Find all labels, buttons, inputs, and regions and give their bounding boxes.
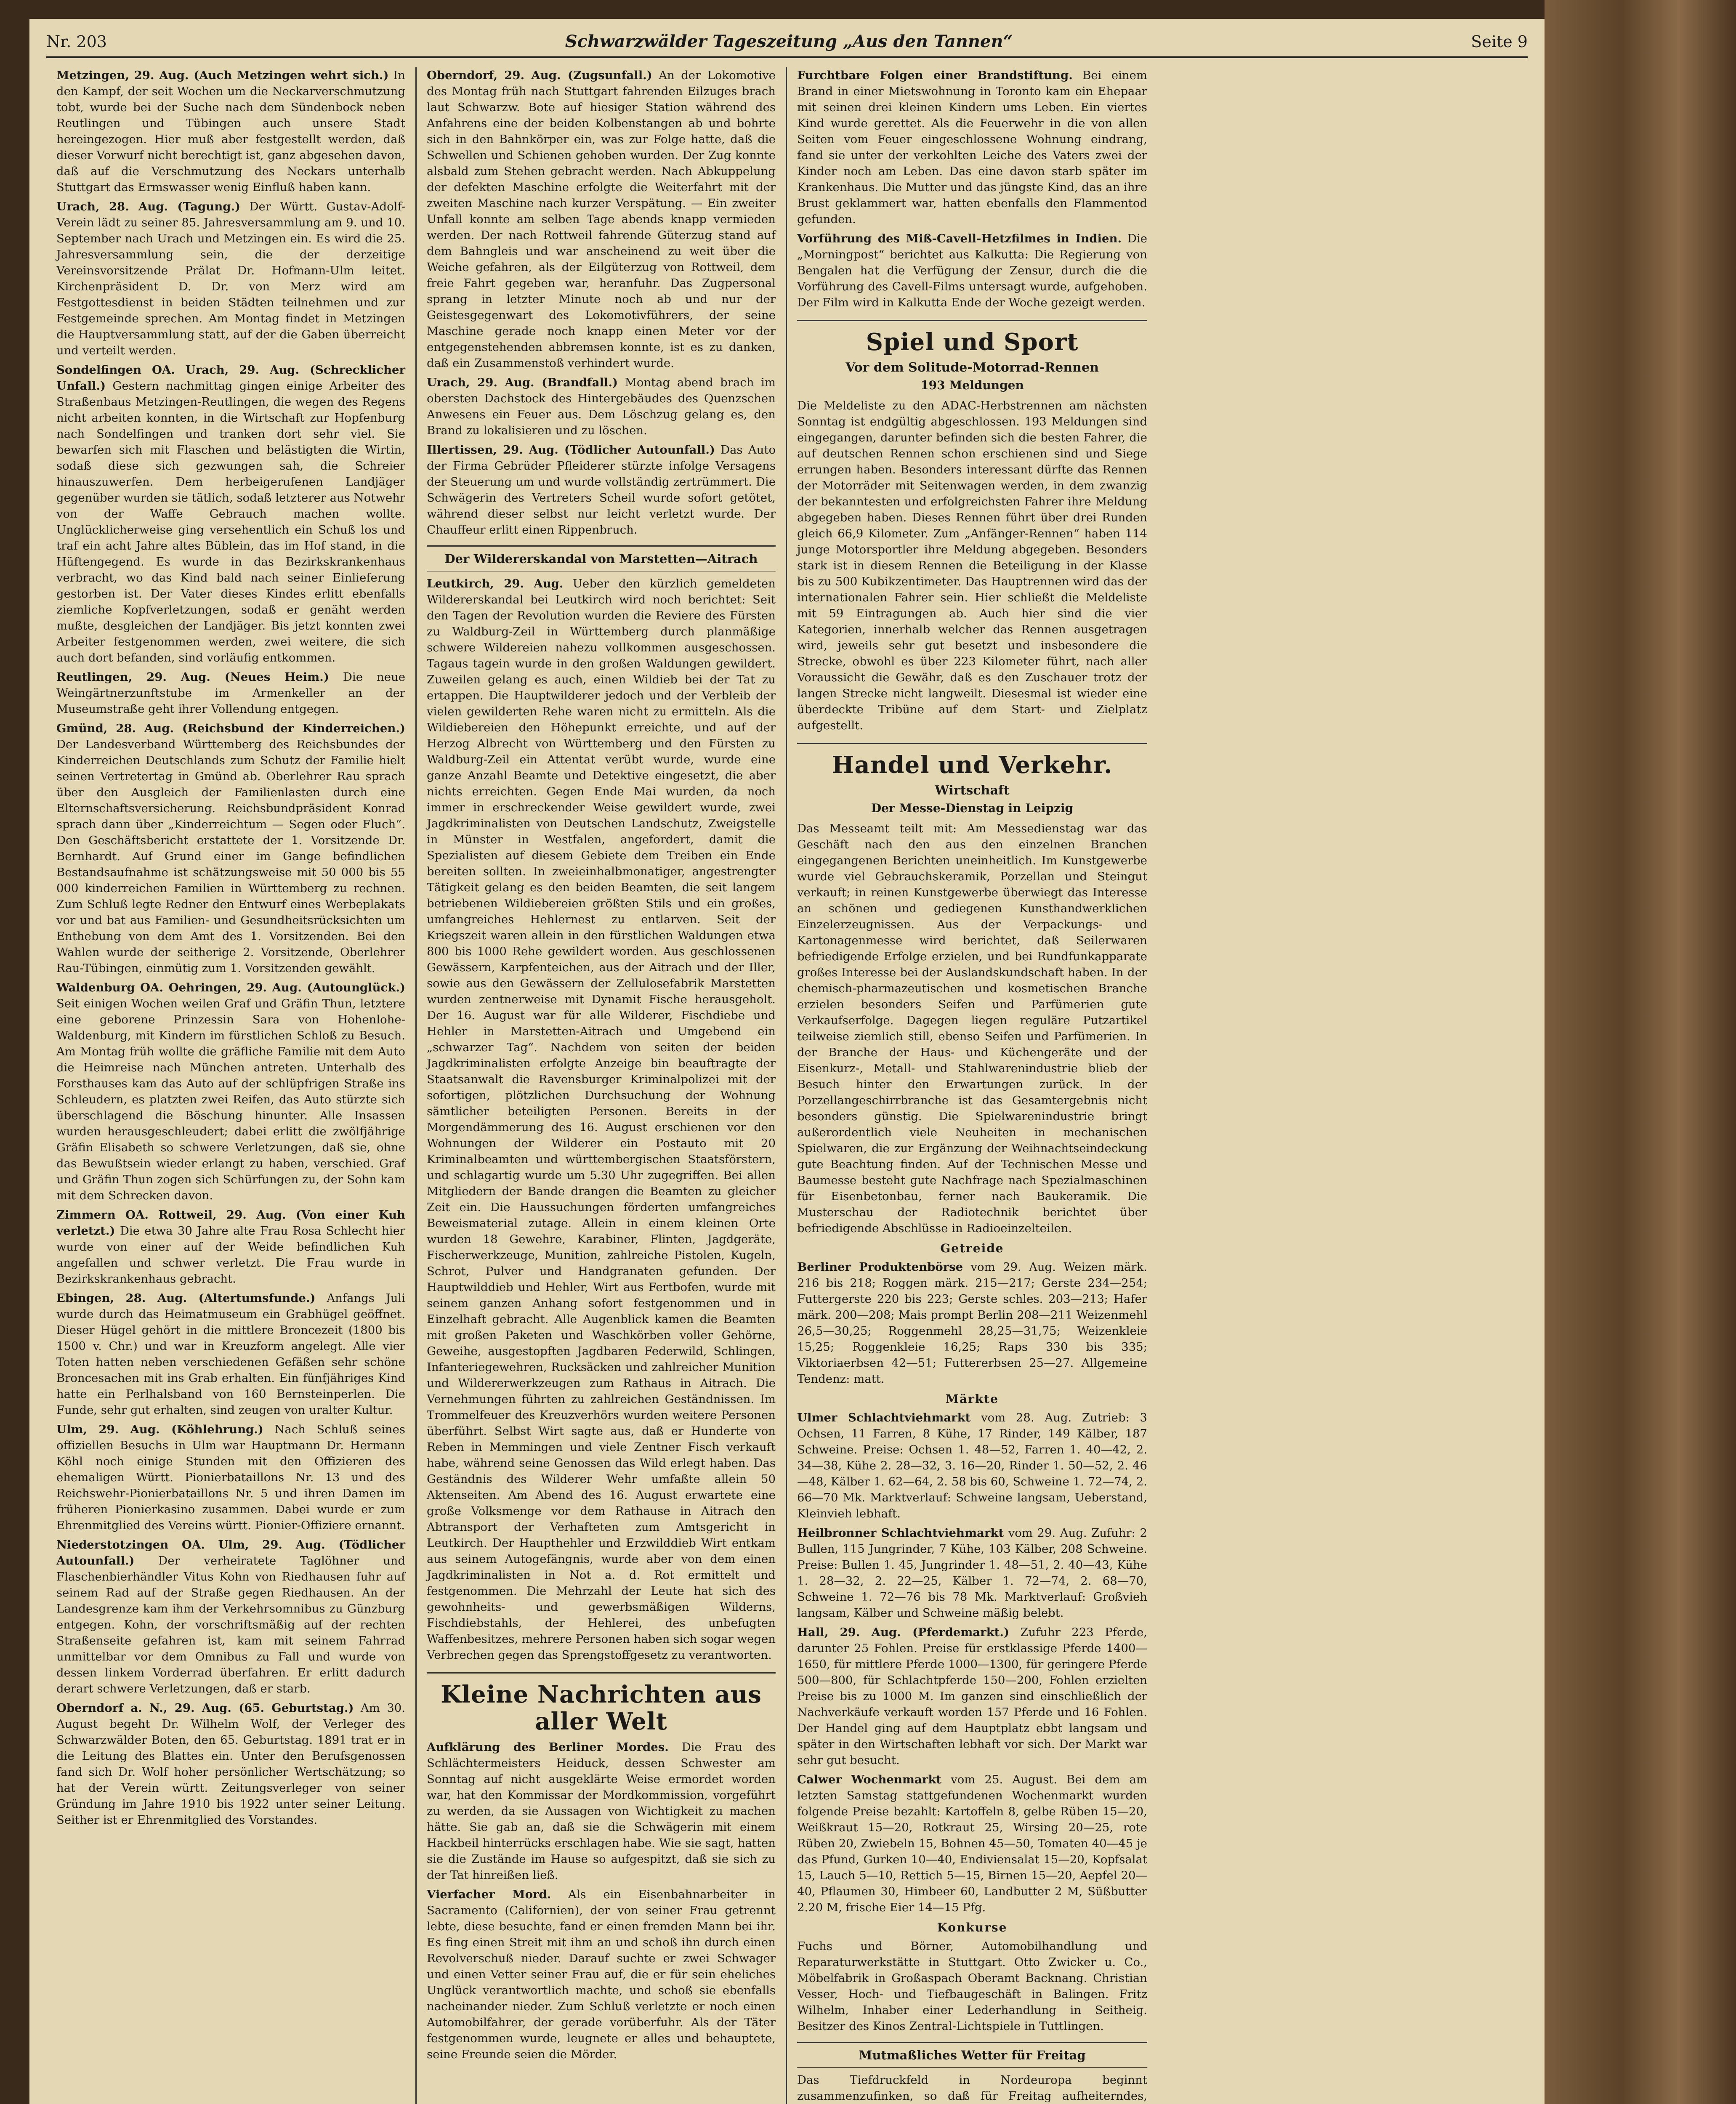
- subheading: Vor dem Solitude-Motorrad-Rennen: [845, 360, 1099, 375]
- article-lead: Leutkirch, 29. Aug.: [427, 577, 564, 590]
- column-2: [417, 67, 787, 2104]
- article-paragraph: [56, 1421, 405, 1533]
- article-paragraph: [56, 1537, 405, 1697]
- issue-number: Nr. 203: [46, 32, 107, 51]
- article-text: Als ein Eisenbahnarbeiter in Sacramento (Californien), der von seiner Frau getrennt lebte, diese besuchte, fand er einen fremden Mann bei ihr. Es fing einen Streit mit ihm an und schoß ihn durch einen Revolverschuß nieder. Darauf suchte er zwei Schwager und einen Vetter seiner Frau auf, die er für sein eheliches Unglück verantwortlich machte, und schoß sie ebenfalls nacheinander nieder. Zum Schluß verletzte er noch einen Automobilfahrer, der gerade vorüberfuhr. Als der Täter festgenommen wurde, leugnete er alles und behauptete, seine Freunde seien die Mörder.: [427, 1888, 776, 2061]
- article-text: Montag abend brach im obersten Dachstock des Hintergebäudes des Quenzschen Anwesens ein Feuer aus. Dem Löschzug gelang es, den Brand zu lokalisieren und zu löschen.: [427, 376, 776, 437]
- article-lead: Ulmer Schlachtviehmarkt: [797, 1411, 971, 1424]
- article-text: Das Messeamt teilt mit: Am Messedienstag war das Geschäft nach den aus den einzelnen Branchen eingegangenen Berichten uneinheitlich. Im Kunstgewerbe wurde viel Gebrauchskeramik, Porzellan und Steingut verkauft; in reinen Kunstgewerbe überwiegt das Interesse an schönen und gediegenen Kunsthandwerklichen Einzelerzeugnissen. Aus der Verpackungs- und Kartonagenmesse wird berichtet, daß Seilerwaren befriedigende Erfolge erzielen, und bei Rundfunkapparate großes Interesse bei der Auslandskundschaft haben. In der chemisch-pharmazeutischen und kosmetischen Branche erzielen besonders Seifen und Parfümerien gute Verkaufserfolge. Dagegen liegen reguläre Putzartikel teilweise ziemlich still, ebenso Seifen und Parfümerien. In der Branche der Haus- und Küchengeräte und der Eisenkurz-, Metall- und Stahlwarenindustrie blieb der Besuch hinter den Erwartungen zurück. In der Porzellangeschirrbranche ist das Gesamtergebnis nicht besonders günstig. Die Spielwarenindustrie bringt außerordentlich viele Neuheiten in mechanischen Spielwaren, die zur Ergänzung der Weihnachtseindeckung gute Beachtung finden. Auf der Technischen Messe und Baumesse besteht gute Nachfrage nach Spezialmaschinen für Eisenbetonbau, ferner nach Baukeramik. Die Musterschau der Radiotechnik berichtet über befriedigende Abschlüsse in Radioeinzelteilen.: [797, 822, 1147, 1235]
- page-header: [46, 32, 1528, 58]
- article-lead: Waldenburg OA. Oehringen, 29. Aug. (Autounglück.): [56, 981, 405, 994]
- box-heading: Mutmaßliches Wetter für Freitag: [797, 2042, 1147, 2068]
- newspaper-page: [29, 19, 1545, 2104]
- article-lead: Gmünd, 28. Aug. (Reichsbund der Kinderreichen.): [56, 722, 405, 735]
- article-lead: Aufklärung des Berliner Mordes.: [427, 1740, 669, 1754]
- article-paragraph: [797, 1624, 1147, 1768]
- article-text: Fuchs und Börner, Automobilhandlung und Reparaturwerkstätte in Stuttgart. Otto Zwicker u. Co., Möbelfabrik in Großaspach Oberamt Backnang. Christian Vesser, Hoch- und Tiefbaugeschäft in Balingen. Fritz Wilhelm, Inhaber einer Lederhandlung in Seitheig. Besitzer des Kinos Zentral-Lichtspiele in Tuttlingen.: [797, 1939, 1147, 2033]
- category-heading: Märkte: [945, 1392, 999, 1406]
- subheading-secondary: Der Messe-Dienstag in Leipzig: [871, 801, 1074, 815]
- article-text: vom 28. Aug. Zutrieb: 3 Ochsen, 11 Farren, 8 Kühe, 17 Rinder, 149 Kälber, 187 Schweine. Preise: Ochsen 1. 48—52, Farren 1. 40—42, 2. 34—38, Kühe 2. 28—32, 3. 16—20, Rinder 1. 50—52, 2. 46—48, Kälber 1. 62—64, 2. 58 bis 60, Schweine 1. 72—74, 2. 66—70 Mk. Marktverlauf: Schweine langsam, Ueberstand, Kleinvieh lebhaft.: [797, 1411, 1147, 1520]
- article-text: Der verheiratete Taglöhner und Flaschenbierhändler Vitus Kohn von Riedhausen fuhr auf seinem Rad auf der Straße gegen Riedhausen. An der Landesgrenze kam ihm der Verkehrsomnibus zu Günzburg entgegen. Kohn, der vorschriftsmäßig auf der rechten Straßenseite gefahren ist, kam mit seinem Fahrrad unmittelbar vor dem Omnibus zu Fall und wurde von dessen linkem Vorderrad überfahren. Er erlitt dadurch derart schwere Verletzungen, daß er starb.: [56, 1554, 405, 1695]
- article-text: Die etwa 30 Jahre alte Frau Rosa Schlecht hier wurde von einer auf der Weide befindlichen Kuh angefallen und schwer verletzt. Die Frau wurde in Bezirkskrankenhaus gebracht.: [56, 1224, 405, 1286]
- article-paragraph: [56, 720, 405, 976]
- article-paragraph: [56, 669, 405, 717]
- article-text: Gestern nachmittag gingen einige Arbeiter des Straßenbaus Metzingen-Reutlingen, die wegen des Regens nicht arbeiten konnten, in die Wirtschaft zur Hopfenburg nach Sondelfingen und tranken dort sehr viel. Sie bewarfen sich mit Flaschen und belästigten die Wirtin, sodaß diese sich gezwungen sah, die Schreier hinauszuwerfen. Dem herbeigerufenen Landjäger gegenüber wurden sie tätlich, sodaß letzterer aus Notwehr von der Waffe Gebrauch machen wollte. Unglücklicherweise ging versehentlich ein Schuß los und traf ein acht Jahre altes Büblein, das im Hof stand, in die Hüftengegend. Es wurde in das Bezirkskrankenhaus verbracht, wo das Kind bald nach seiner Einlieferung gestorben ist. Der Vater dieses Kindes erlitt ebenfalls ziemliche Kopfverletzungen, sodaß er genäht werden mußte, desgleichen der Landjäger. Bis jetzt konnten zwei Arbeiter festgenommen werden, zwei weitere, die sich auch dort befanden, sind vorläufig entkommen.: [56, 379, 405, 664]
- article-paragraph: [797, 1938, 1147, 2034]
- article-lead: Sondelfingen OA. Urach, 29. Aug. (Schrecklicher Unfall.): [56, 363, 405, 393]
- article-lead: Calwer Wochenmarkt: [797, 1773, 942, 1786]
- article-text: Bei einem Brand in einer Mietswohnung in Toronto kam ein Ehepaar mit seinen drei kleinen Kindern ums Leben. Ein viertes Kind wurde gerettet. Als die Feuerwehr in die von allen Seiten vom Feuer eingeschlossene Wohnung eindrang, fand sie unter der verkohlten Leiche des Vaters zwei der Kinder noch am Leben. Das eine davon starb später im Krankenhaus. Die Mutter und das jüngste Kind, das an ihre Brust geklammert war, hatten ebenfalls den Flammentod gefunden.: [797, 69, 1147, 226]
- article-text: Der Württ. Gustav-Adolf-Verein lädt zu seiner 85. Jahresversammlung am 9. und 10. September nach Urach und Metzingen ein. Es wird die 25. Jahresversammlung sein, die der derzeitige Vereinsvorsitzende Prälat Dr. Hofmann-Ulm leitet. Kirchenpräsident D. Dr. von Merz wird am Festgottesdienst in beiden Städten teilnehmen und zur Festgemeinde sprechen. Am Montag findet in Metzingen die Hauptversammlung statt, auf der die Gaben überreicht und verteilt werden.: [56, 200, 405, 357]
- article-paragraph: [797, 1772, 1147, 1915]
- article-text: Am 30. August begeht Dr. Wilhelm Wolf, der Verleger des Schwarzwälder Boten, den 65. Geburtstag. 1891 trat er in die Leitung des Blattes ein. Unter den Berufsgenossen fand sich Dr. Wolf hoher persönlicher Wertschätzung; so hat der Verein württ. Zeitungsverleger von seiner Gründung im Jahre 1910 bis 1922 unter seiner Leitung. Seither ist er Ehrenmitglied des Vorstandes.: [56, 1701, 405, 1827]
- article-lead: Vorführung des Miß-Cavell-Hetzfilmes in Indien.: [797, 232, 1122, 245]
- subheading-secondary: 193 Meldungen: [920, 378, 1024, 392]
- article-text: vom 29. Aug. Weizen märk. 216 bis 218; Roggen märk. 215—217; Gerste 234—254; Futtergerste 220 bis 223; Gerste schles. 203—213; Hafer märk. 200—208; Mais prompt Berlin 208—211 Weizenmehl 26,5—30,25; Roggenmehl 28,25—31,75; Weizenkleie 15,25; Roggenkleie 16,25; Raps 330 bis 335; Viktoriaerbsen 42—51; Futtererbsen 25—27. Allgemeine Tendenz: matt.: [797, 1260, 1148, 1386]
- article-lead: Reutlingen, 29. Aug. (Neues Heim.): [56, 670, 329, 684]
- article-text: Die Meldeliste zu den ADAC-Herbstrennen am nächsten Sonntag ist endgültig abgeschlossen. 193 Meldungen sind eingegangen, darunter befinden sich die besten Fahrer, die auf deutschen Rennen schon erschienen sind und Siege errungen haben. Besonders interessant dürfte das Rennen der Motorräder mit Seitenwagen werden, in dem zwanzig der bekanntesten und erfolgreichsten Fahrer ihre Meldung abgegeben haben. Dieses Rennen führt über drei Runden gleich 66,9 Kilometer. Zum „Anfänger-Rennen“ haben 114 junge Motorsportler ihre Meldung abgegeben. Besonders stark ist in diesem Rennen die Beteiligung in der Klasse bis zu 500 Kubikzentimeter. Das Hauptrennen wird das der internationalen Fahrer sein. Hier schließt die Meldeliste mit 59 Eintragungen ab. Auch hier sind die vier Kategorien, innerhalb welcher das Rennen ausgetragen wird, jeweils sehr gut besetzt und insbesondere die Strecke, obwohl es über 223 Kilometer führt, nach aller Voraussicht die Gewähr, daß es den Zuschauer trotz der langen Strecke nicht langweilt. Diesesmal ist wieder eine überdeckte Tribüne auf dem Start- und Zielplatz aufgestellt.: [797, 399, 1147, 732]
- category-heading: Getreide: [940, 1241, 1004, 1255]
- article-lead: Urach, 28. Aug. (Tagung.): [56, 200, 241, 213]
- column-1: [46, 67, 417, 2104]
- article-paragraph: [427, 67, 776, 371]
- article-paragraph: [56, 1290, 405, 1418]
- article-paragraph: [797, 821, 1147, 1236]
- page-number: Seite 9: [1471, 32, 1528, 51]
- article-lead: Illertissen, 29. Aug. (Tödlicher Autounfall.): [427, 443, 715, 457]
- article-lead: Ulm, 29. Aug. (Köhlehrung.): [56, 1423, 263, 1436]
- article-lead: Heilbronner Schlachtviehmarkt: [797, 1526, 1004, 1540]
- columns: [46, 67, 1528, 2104]
- article-lead: Oberndorf, 29. Aug. (Zugsunfall.): [427, 69, 652, 82]
- article-text: Die „Morningpost“ berichtet aus Kalkutta: Die Regierung von Bengalen hat die Verfügung der Zensur, durch die die Vorführung des Cavell-Films untersagt wurde, aufgehoben. Der Film wird in Kalkutta Ende der Woche gezeigt werden.: [797, 232, 1147, 309]
- box-heading: Der Wildererskandal von Marstetten—Aitrach: [427, 545, 776, 571]
- article-paragraph: [56, 980, 405, 1203]
- article-lead: Oberndorf a. N., 29. Aug. (65. Geburtstag.): [56, 1701, 354, 1715]
- article-text: Das Auto der Firma Gebrüder Pfleiderer stürzte infolge Versagens der Steuerung um und wurde vollständig zertrümmert. Die Schwägerin des Vertreters Scheil wurde sofort getötet, während dieser selbst nur leicht verletzt wurde. Der Chauffeur erlitt einen Rippenbruch.: [427, 443, 776, 537]
- article-text: Seit einigen Wochen weilen Graf und Gräfin Thun, letztere eine geborene Prinzessin Sara von Hohenlohe-Waldenburg, mit Kindern im fürstlichen Schloß zu Besuch. Am Montag früh wollte die gräfliche Familie mit dem Auto die Heimreise nach München antreten. Unterhalb des Forsthauses kam das Auto auf der schlüpfrigen Straße ins Schleudern, es platzten zwei Reifen, das Auto stürzte sich überschlagend die Böschung hinunter. Alle Insassen wurden herausgeschleudert; dabei erlitt die zwölfjährige Gräfin Elisabeth so schwere Verletzungen, daß sie, ohne das Bewußtsein wieder erlangt zu haben, verschied. Graf und Gräfin Thun zogen sich Schürfungen zu, der Sohn kam mit dem Schrecken davon.: [56, 997, 405, 1202]
- article-text: Zufuhr 223 Pferde, darunter 25 Fohlen. Preise für erstklassige Pferde 1400—1650, für mittlere Pferde 1000—1300, für geringere Pferde 500—800, für Schlachtpferde 150—200, Fohlen erzielten Preise bis zu 1000 M. Im ganzen sind einschließlich der Nachverkäufe verkauft worden 157 Pferde und 16 Fohlen. Der Handel ging auf dem Hauptplatz ebbt langsam und später in den Wirtschaften lebhaft vor sich. Der Markt war sehr gut besucht.: [797, 1626, 1147, 1767]
- column-3: [787, 67, 1157, 2104]
- article-lead: Zimmern OA. Rottweil, 29. Aug. (Von einer Kuh verletzt.): [56, 1208, 405, 1238]
- subheading: Wirtschaft: [935, 783, 1010, 798]
- article-text: Ueber den kürzlich gemeldeten Wildererskandal bei Leutkirch wird noch berichtet: Seit den Tagen der Revolution wurden die Reviere des Fürsten zu Waldburg-Zeil in Württemberg durch planmäßige schwere Wildereien nahezu vollkommen ausgeschossen. Tagaus tagein wurde in den großen Waldungen gewildert. Zuweilen gelang es auch, einen Wildieb bei der Tat zu ertappen. Die Hauptwilderer jedoch und der Verbleib der vielen gewilderten Rehe waren nicht zu ermitteln. Als die Wildiebereien den Höhepunkt erreichte, und auf der Herzog Albrecht von Württemberg und den Fürsten zu Waldburg-Zeil ein Attentat verübt wurde, wurde eine ganze Anzahl Beamte und Detektive eingesetzt, die aber nichts erreichten. Gegen Ende Mai wurden, da noch immer in erschreckender Weise gewildert wurde, zwei Jagdkriminalisten von Deutschen Landschutz, Zweigstelle in Münster in Westfalen, angefordert, damit die Spezialisten auf diesem Gebiete dem Treiben ein Ende bereiten sollten. In zweieinhalbmonatiger, angestrengter Tätigkeit gelang es den beiden Beamten, die seit langem betriebenen Wildiebereien größten Stils und ein großes, umfangreiches Hehlernest zu entlarven. Seit der Kriegszeit waren allein in den fürstlichen Waldungen etwa 800 bis 1000 Rehe gewildert worden. Aus geschlossenen Gewässern, Karpfenteichen, aus der Aitrach und der Iller, sowie aus den Gewässern der Zellulosefabrik Marstetten wurden zentnerweise mit Dynamit Fische herausgeholt. Der 16. August war für alle Wilderer, Fischdiebe und Hehler in Marstetten-Aitrach und Umgebend ein „schwarzer Tag“. Nachdem von seiten der beiden Jagdkriminalisten erfolgte Anzeige bin beauftragte der Staatsanwalt die Ravensburger Kriminalpolizei mit der sofortigen, plötzlichen Durchsuchung der Wohnung sämtlicher beteiligten Personen. Bereits in der Morgendämmerung des 16. August erschienen vor den Wohnungen der Wilderer ein Postauto mit 20 Kriminalbeamten und württembergischen Staatsförstern, und schlagartig wurde um 5.30 Uhr zugegriffen. Bei allen Mitgliedern der Bande drangen die Beamten zu gleicher Zeit ein. Die Haussuchungen förderten umfangreiches Beweismaterial zutage. Allein in einem kleinen Orte wurden 18 Gewehre, Karabiner, Flinten, Jagdgeräte, Fischerwerkzeuge, Munition, zahlreiche Pistolen, Kugeln, Schrot, Pulver und Handgranaten gefunden. Der Hauptwilddieb und Hehler, Wirt aus Fertbofen, wurde mit seinem ganzen Anhang sofort festgenommen und in Einzelhaft gebracht. Alle Augenblick kamen die Beamten mit großen Paketen und Waschkörben voller Gehörne, Geweihe, ausgestopften Jagdbaren Federwild, Schlingen, Infanteriegewehren, Rucksäcken und zahlreicher Munition und Wildererwerkzeugen zum Rathaus in Aitrach. Die Vernehmungen führten zu zahlreichen Geständnissen. Im Trommelfeuer des Kreuzverhörs wurden weitere Personen überführt. Selbst Wirt sagte aus, daß er Hunderte von Reben in Memmingen und viele Zentner Fisch verkauft habe, während seine Genossen das Wild erlegt haben. Das Geständnis des Wilderer Wehr umfaßte allein 50 Aktenseiten. Am Abend des 16. August erwartete eine große Volksmenge vor dem Rathause in Aitrach den Abtransport der Verhafteten zum Amtsgericht in Leutkirch. Der Haupthehler und Erzwilddieb Wirt entkam aus seinem Autogefängnis, wurde aber von dem einen Jagdkriminalisten in Not a. d. Rot ermittelt und festgenommen. Die Mehrzahl der Leute hat sich des gewohnheits- und gewerbsmäßigen Wilderns, Fischdiebstahls, der Hehlerei, des unbefugten Waffenbesitzes, mehrere Personen haben sich sogar wegen Verbrechen gegen das Sprengstoffgesetz zu verantworten.: [427, 577, 776, 1662]
- article-paragraph: [427, 1739, 776, 1883]
- article-lead: Berliner Produktenbörse: [797, 1260, 963, 1274]
- article-paragraph: [797, 1259, 1147, 1387]
- article-paragraph: [797, 231, 1147, 311]
- article-lead: Hall, 29. Aug. (Pferdemarkt.): [797, 1626, 1009, 1639]
- article-paragraph: [56, 199, 405, 359]
- article-paragraph: [797, 1525, 1147, 1621]
- section-heading: Handel und Verkehr.: [797, 743, 1147, 778]
- book-binding: [1545, 0, 1736, 2104]
- section-heading: Kleine Nachrichten aus aller Welt: [427, 1672, 776, 1735]
- article-text: Der Landesverband Württemberg des Reichsbundes der Kinderreichen Deutschlands zum Schutz der Familie hielt seinen Vertretertag in Gmünd ab. Oberlehrer Rau sprach über den Ausgleich der Familienlasten durch eine Elternschaftsversicherung. Reichsbundpräsident Konrad sprach dann über „Kinderreichtum — Segen oder Fluch“. Den Geschäftsbericht erstattete der 1. Vorsitzende Dr. Bernhardt. Auf Grund einer im Gange befindlichen Bestandsaufnahme ist schätzungsweise mit 50 000 bis 55 000 kinderreichen Familien in Württemberg zu rechnen. Zum Schluß legte Redner den Entwurf eines Werbeplakats vor und bat aus Familien- und Gesundheitsrücksichten um Enthebung von dem Amt des 1. Vorsitzenden. Bei den Wahlen wurde der seitherige 2. Vorsitzende, Oberlehrer Rau-Tübingen, einmütig zum 1. Vorsitzenden gewählt.: [56, 738, 405, 975]
- article-paragraph: [797, 2072, 1147, 2104]
- article-text: vom 29. Aug. Zufuhr: 2 Bullen, 115 Jungrinder, 7 Kühe, 103 Kälber, 208 Schweine. Preise: Bullen 1. 45, Jungrinder 1. 48—51, 2. 40—43, Kühe 1. 28—32, 2. 22—25, Kälber 1. 72—74, 2. 68—70, Schweine 1. 72—76 bis 78 Mk. Marktverlauf: Großvieh langsam, Kälber und Schweine mäßig belebt.: [797, 1526, 1147, 1620]
- article-text: Das Tiefdruckfeld in Nordeuropa beginnt zusammenzufinken, so daß für Freitag aufheiterndes,: [797, 2073, 1147, 2103]
- article-lead: Furchtbare Folgen einer Brandstiftung.: [797, 69, 1073, 82]
- article-paragraph: [56, 362, 405, 666]
- article-text: In den Kampf, der seit Wochen um die Neckarverschmutzung tobt, wurde bei der Suche nach dem Sündenbock neben Reutlingen und Tübingen auch unsere Stadt hereingezogen. Hier muß aber festgestellt werden, daß dieser Vorwurf nicht berechtigt ist, ganz abgesehen davon, daß auf die Verschmutzung des Neckars unterhalb Stuttgart das Ermswasser wenig Einfluß haben kann.: [56, 69, 406, 194]
- article-text: Die neue Weingärtnerzunftstube im Armenkeller an der Museumstraße geht ihrer Vollendung entgegen.: [56, 670, 405, 716]
- section-heading: Spiel und Sport: [797, 320, 1147, 356]
- article-paragraph: [56, 67, 405, 195]
- category-heading: Konkurse: [937, 1921, 1008, 1934]
- article-text: vom 25. August. Bei dem am letzten Samstag stattgefundenen Wochenmarkt wurden folgende Preise bezahlt: Kartoffeln 8, gelbe Rüben 15—20, Weißkraut 15—20, Rotkraut 25, Wirsing 20—25, rote Rüben 20, Zwiebeln 15, Bohnen 45—50, Tomaten 40—45 je das Pfund, Gurken 10—40, Endiviensalat 15—20, Kopfsalat 15, Lauch 5—10, Rettich 5—15, Birnen 15—20, Aepfel 20—40, Pflaumen 30, Himbeer 60, Landbutter 2 M, Süßbutter 2.20 M, frische Eier 14—15 Pfg.: [797, 1773, 1148, 1914]
- article-lead: Ebingen, 28. Aug. (Altertumsfunde.): [56, 1291, 316, 1305]
- article-lead: Metzingen, 29. Aug. (Auch Metzingen wehrt sich.): [56, 69, 389, 82]
- article-paragraph: [797, 1410, 1147, 1522]
- article-paragraph: [427, 576, 776, 1663]
- article-lead: Urach, 29. Aug. (Brandfall.): [427, 376, 618, 389]
- article-text: Nach Schluß seines offiziellen Besuchs in Ulm war Hauptmann Dr. Hermann Köhl noch einige Stunden mit den Offizieren des ehemaligen Württ. Pionierbataillons Nr. 13 und des Reichswehr-Pionierbataillons Nr. 5 und ihren Damen im früheren Pionierkasino zusammen. Dabei wurde er zum Ehrenmitglied des Vereins württ. Pionier-Offiziere ernannt.: [56, 1423, 405, 1532]
- article-paragraph: [56, 1207, 405, 1287]
- article-paragraph: [427, 442, 776, 538]
- article-text: An der Lokomotive des Montag früh nach Stuttgart fahrenden Eilzuges brach laut Schwarzw. Bote auf hiesiger Station während des Anfahrens eine der beiden Kolbenstangen ab und bohrte sich in den Bahnkörper ein, was zur Folge hatte, daß die Schwellen und Schienen gehoben wurden. Der Zug konnte alsbald zum Stehen gebracht werden. Nach Abkuppelung der defekten Maschine erfolgte die Weiterfahrt mit der zweiten Maschine nach kurzer Verspätung. — Ein zweiter Unfall konnte am selben Tage abends knapp vermieden werden. Der nach Rottweil fahrende Güterzug stand auf dem Bahngleis und war anscheinend zu weit über die Weiche gefahren, als der Eilgüterzug von Rottweil, dem freie Fahrt gegeben war, heranfuhr. Das Zugpersonal sprang in letzter Minute noch ab und nur der Geistesgegenwart des Lokomotivführers, der seine Maschine gerade noch knapp einen Meter vor der entgegenstehenden abbremsen konnte, ist es zu danken, daß ein Zusammenstoß verhindert wurde.: [427, 69, 776, 370]
- article-text: Die Frau des Schlächtermeisters Heiduck, dessen Schwester am Sonntag auf nicht ausgeklärte Weise ermordet worden war, hat den Kommissar der Mordkommission, vorgeführt zu werden, da sie Aussagen von Wichtigkeit zu machen hätte. Sie gab an, daß sie die Schwägerin mit einem Hackbeil hinterrücks erschlagen habe. Wie sie sagt, hatten sie die Zustände im Hause so aufgespitzt, daß sie sich zu der Tat hinreißen ließ.: [427, 1740, 776, 1882]
- article-lead: Vierfacher Mord.: [427, 1888, 551, 1901]
- article-paragraph: [797, 67, 1147, 227]
- article-lead: Niederstotzingen OA. Ulm, 29. Aug. (Tödlicher Autounfall.): [56, 1538, 405, 1567]
- article-paragraph: [427, 1886, 776, 2062]
- article-text: Anfangs Juli wurde durch das Heimatmuseum ein Grabhügel geöffnet. Dieser Hügel gehört in die mittlere Broncezeit (1800 bis 1500 v. Chr.) und war in Kreuzform angelegt. Alle vier Toten hatten neben verschiedenen Gefäßen sehr schöne Broncesachen mit ins Grab erhalten. Ein fünfjähriges Kind hatte ein Perlhalsband von 160 Bernsteinperlen. Die Funde, sehr gut erhalten, sind zeugen von uralter Kultur.: [56, 1291, 406, 1417]
- article-paragraph: [56, 1700, 405, 1828]
- article-paragraph: [427, 375, 776, 438]
- article-paragraph: [797, 398, 1147, 733]
- newspaper-title: Schwarzwälder Tageszeitung „Aus den Tannen“: [565, 32, 1013, 51]
